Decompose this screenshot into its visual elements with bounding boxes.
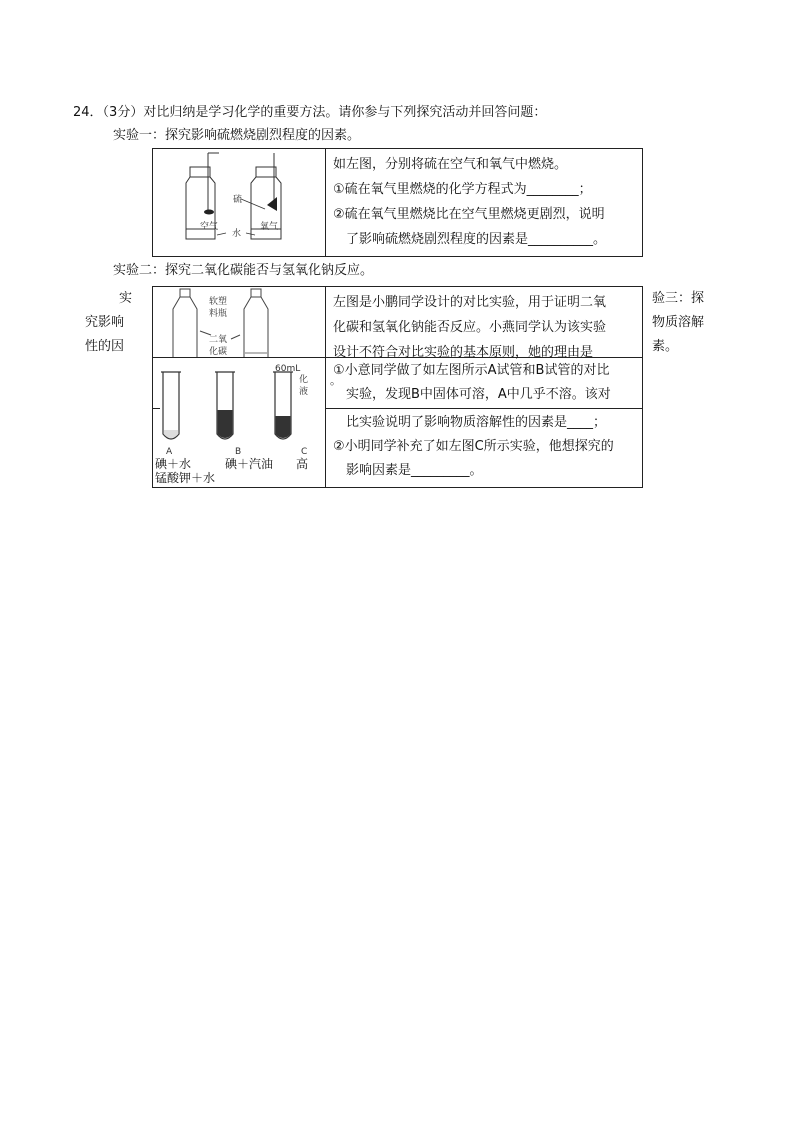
exp2-line-2: 化碳和氢氧化钠能否反应。小燕同学认为该实验 bbox=[333, 320, 607, 335]
exp1-line-2: ①硫在氧气里燃烧的化学方程式为________； bbox=[333, 182, 592, 197]
exp3-right-fragment-2: 物质溶解 bbox=[652, 315, 705, 330]
label-oxygen: 氧气 bbox=[260, 222, 279, 232]
exp2-title: 实验二：探究二氧化碳能否与氢氧化钠反应。 bbox=[113, 263, 374, 278]
exp3-right-fragment-1: 验三：探 bbox=[652, 291, 705, 306]
exp3-line-3: 比实验说明了影响物质溶解性的因素是____； bbox=[346, 415, 607, 430]
tube-b-liquid bbox=[218, 410, 233, 438]
exp3-right-fragment-3: 素。 bbox=[652, 339, 679, 354]
label-bottle-2: 料瓶 bbox=[209, 309, 228, 319]
exp3-left-fragment-1: 实 bbox=[118, 291, 132, 306]
tube-caption-d: 锰酸钾＋水 bbox=[155, 471, 216, 485]
tube-caption-a: 碘＋水 bbox=[155, 457, 192, 471]
tube-caption-c: 高 bbox=[296, 457, 309, 471]
exp1-divider bbox=[325, 148, 326, 257]
label-volume: 60mL bbox=[275, 364, 301, 374]
exp3-line-2: 实验，发现B中固体可溶，A中几乎不溶。该对 bbox=[346, 387, 611, 402]
label-liquid-1: 化 bbox=[299, 375, 309, 385]
exp1-line-1: 如左图，分别将硫在空气和氧气中燃烧。 bbox=[333, 157, 568, 172]
exp1-line-3: ②硫在氧气里燃烧比在空气里燃烧更剧烈，说明 bbox=[333, 207, 605, 222]
label-sulfur: 硫 bbox=[233, 195, 243, 205]
question-header: 24．（3分）对比归纳是学习化学的重要方法。请你参与下列探究活动并回答问题： bbox=[73, 105, 547, 120]
exp3-left-fragment-3: 性的因 bbox=[85, 339, 125, 354]
sulfur-spoon-air bbox=[204, 210, 214, 215]
label-water: 水 bbox=[232, 229, 242, 239]
label-co2-2: 化碳 bbox=[209, 347, 228, 357]
exp2-line-3: 设计不符合对比实验的基本原则，她的理由是 bbox=[333, 345, 594, 360]
exp2-line-1: 左图是小鹏同学设计的对比实验，用于证明二氧 bbox=[333, 295, 607, 310]
exp1-line-4: 了影响硫燃烧剧烈程度的因素是__________。 bbox=[346, 232, 607, 247]
exp3-left-fragment-2: 究影响 bbox=[85, 315, 125, 330]
exp3-dot: 。 bbox=[330, 374, 341, 387]
label-air: 空气 bbox=[200, 222, 219, 232]
exp3-line-1: ①小意同学做了如左图所示A试管和B试管的对比 bbox=[333, 363, 610, 378]
label-liquid-2: 液 bbox=[299, 387, 309, 397]
tube-label-b: B bbox=[235, 447, 242, 457]
label-co2-1: 二氧 bbox=[209, 335, 228, 345]
exp3-line-5: 影响因素是_________。 bbox=[346, 463, 483, 478]
tube-c-liquid bbox=[276, 416, 291, 438]
exp1-title: 实验一：探究影响硫燃烧剧烈程度的因素。 bbox=[113, 128, 361, 143]
label-bottle-1: 软塑 bbox=[209, 297, 228, 307]
exp3-line-4: ②小明同学补充了如左图C所示实验，他想探究的 bbox=[333, 439, 614, 454]
exp1-bottles-figure bbox=[153, 149, 325, 256]
exp2-bottles-figure bbox=[153, 287, 325, 357]
tube-label-c: C bbox=[301, 447, 308, 457]
sulfur-flame-oxygen bbox=[267, 197, 277, 211]
tube-caption-b: 碘＋汽油 bbox=[225, 457, 274, 471]
tube-label-a: A bbox=[166, 447, 173, 457]
